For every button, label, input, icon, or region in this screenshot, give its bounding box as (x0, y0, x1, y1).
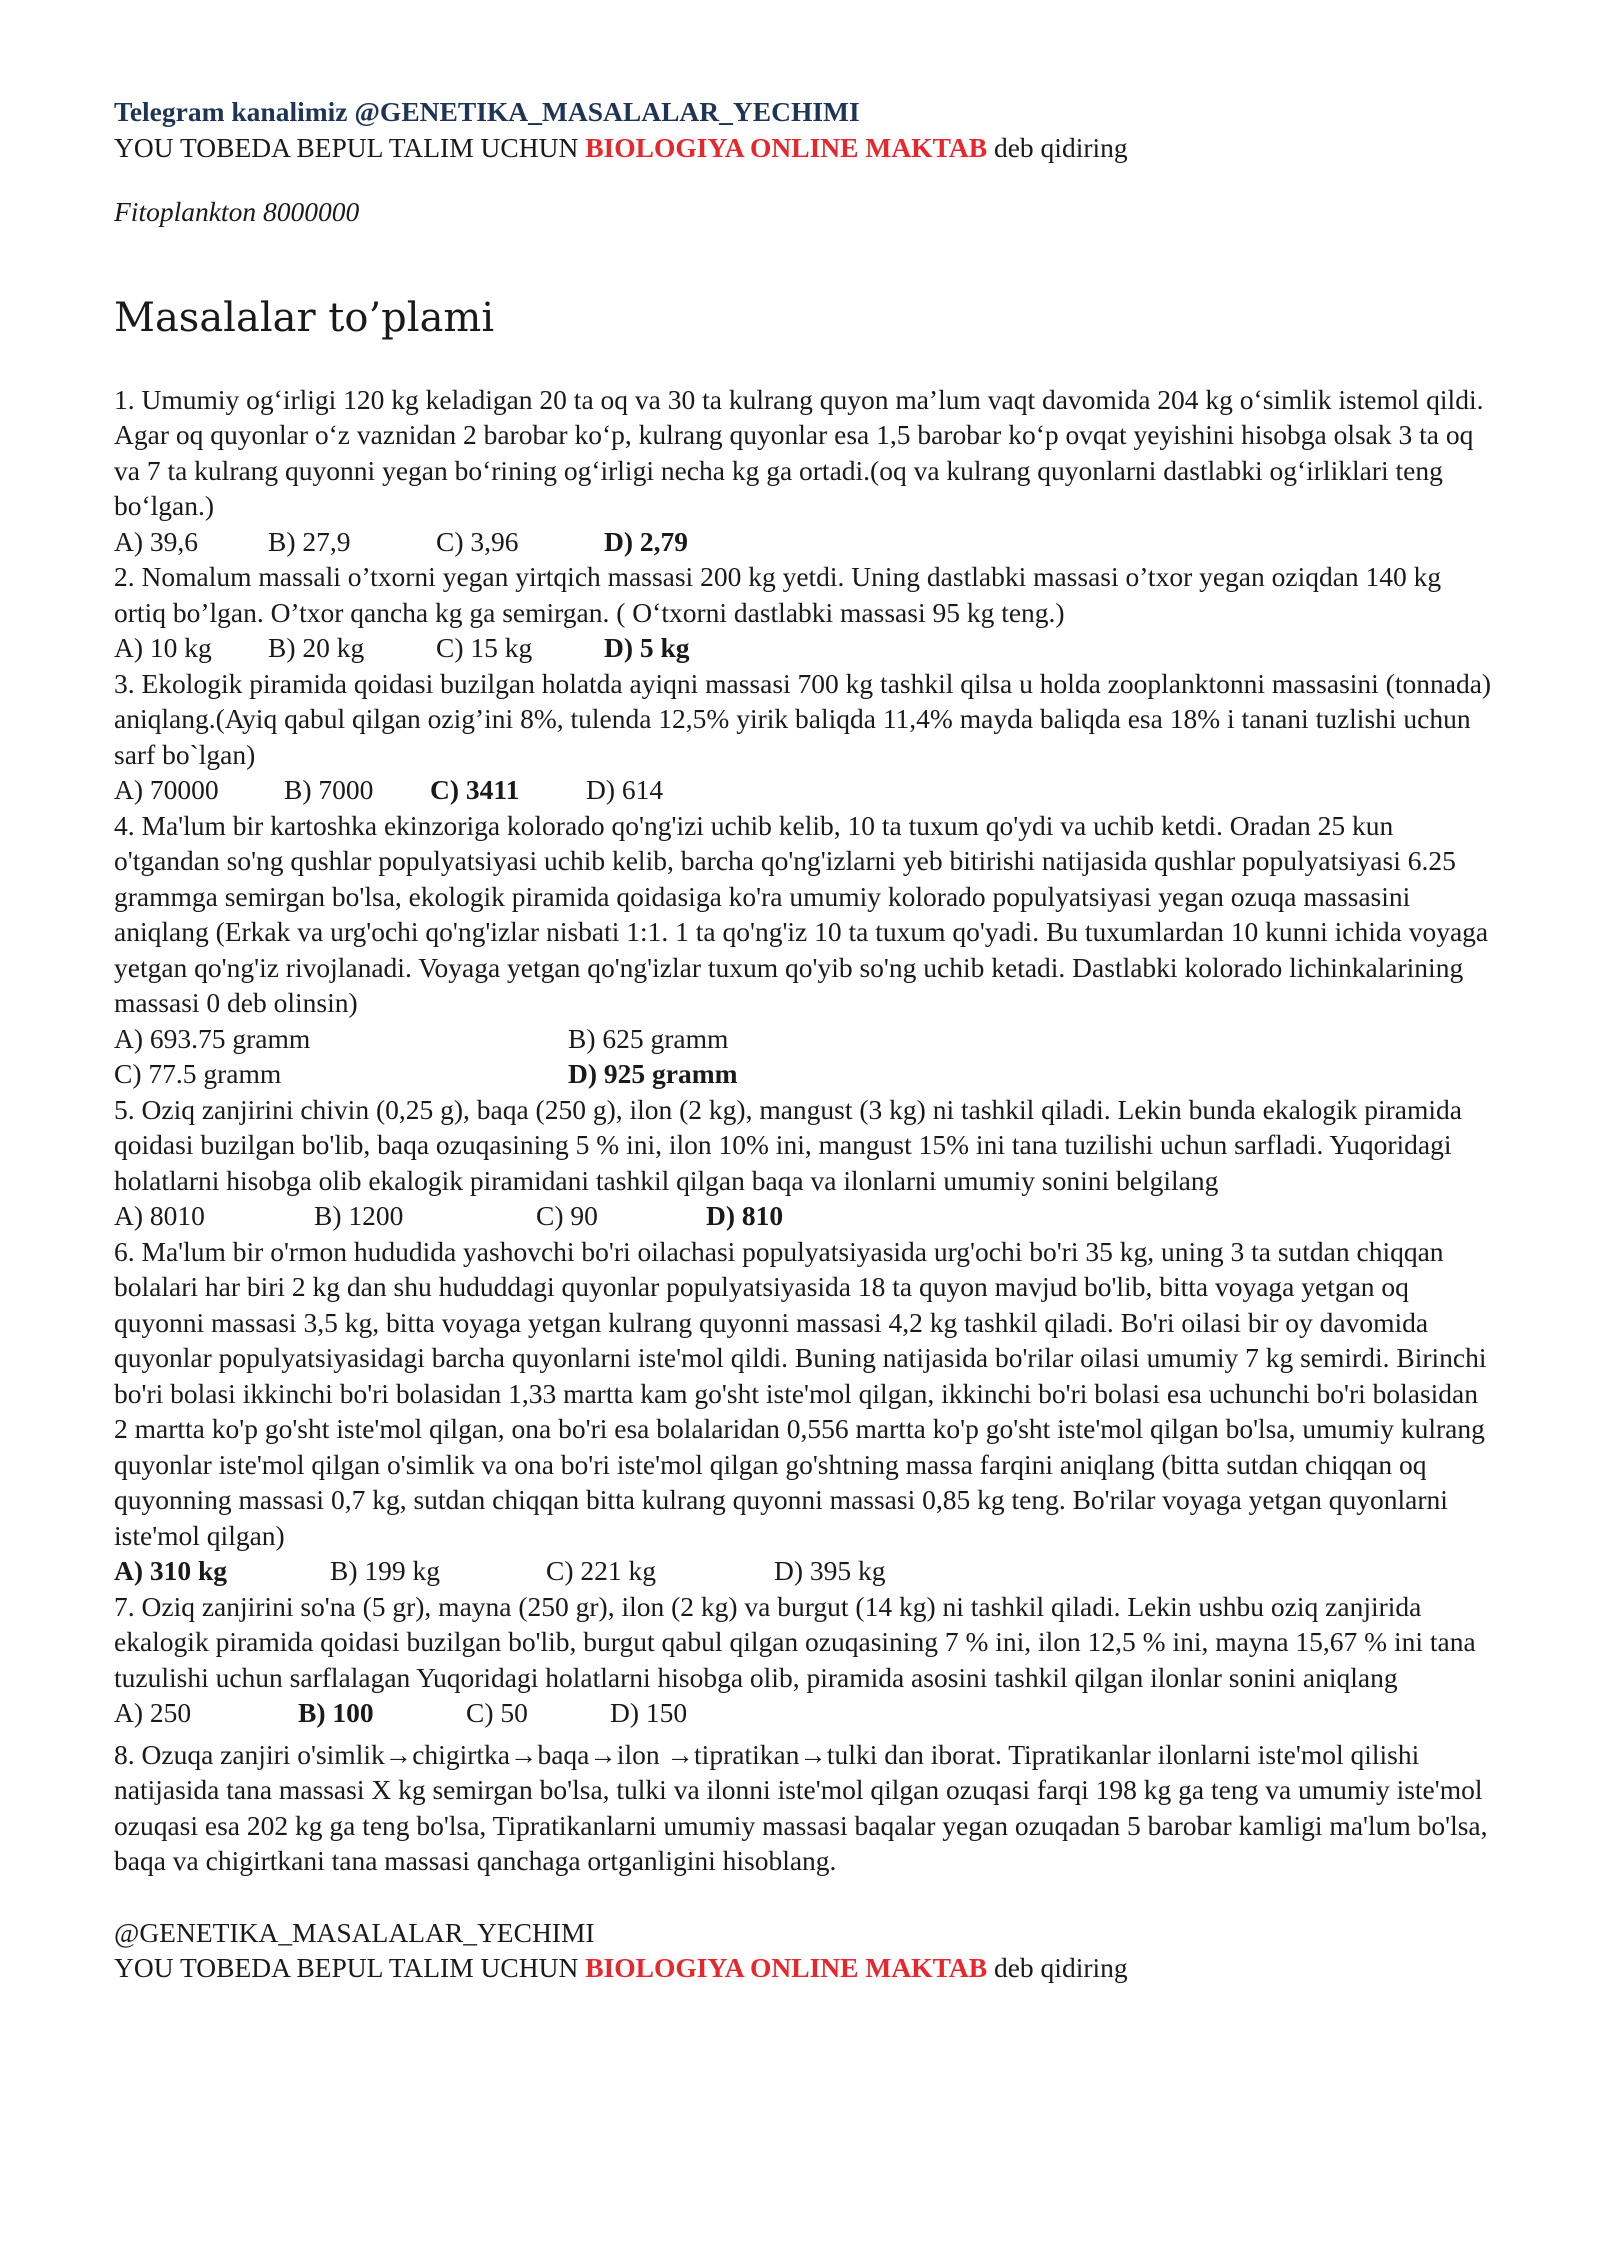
footer-promo-post: deb qidiring (987, 1952, 1128, 1983)
option: D) 150 (610, 1697, 688, 1728)
option: A) 693.75 gramm (114, 1022, 311, 1054)
option-answer: B) 100 (298, 1697, 374, 1728)
option: C) 3,96 (436, 525, 519, 557)
option: C) 77.5 gramm (114, 1058, 282, 1089)
option: D) 614 (586, 774, 664, 805)
option-answer: A) 310 kg (114, 1555, 228, 1586)
option-answer: D) 925 gramm (568, 1058, 738, 1089)
question-1-text: 1. Umumiy og‘irligi 120 kg keladigan 20 ta oq va 30 ta kulrang quyon ma’lum vaqt davomida 204 kg o‘simlik istemol qildi. Agar oq quyonlar o‘z vaznidan 2 barobar ko‘p, kulrang quyonlar esa 1,5 barobar ko‘p ovqat yeyishini hisobga olsak 3 ta oq va 7 ta kulrang quyonni yegan bo‘rining og‘irligi necha kg ga ortadi.(oq va kulrang quyonlarni dastlabki og‘irliklari teng bo‘lgan.) (114, 383, 1484, 521)
question-5-text: 5. Oziq zanjirini chivin (0,25 g), baqa (250 g), ilon (2 kg), mangust (3 kg) ni tashkil qiladi. Lekin bunda ekalogik piramida qoidasi buzilgan bo'lib, baqa ozuqasining 5 % ini, ilon 10% ini, mangust 15% ini tana tuzilishi uchun sarfladi. Yuqoridagi holatlarni hisobga olib ekalogik piramidani tashkil qilgan baqa va ilonlarni umumiy sonini belgilang (114, 1093, 1462, 1196)
youtube-promo-line (114, 130, 1494, 166)
question-2-text: 2. Nomalum massali o’txorni yegan yirtqich massasi 200 kg yetdi. Uning dastlabki massasi o’txor yegan oziqdan 140 kg ortiq bo’lgan. O’txor qancha kg ga semirgan. ( O‘txorni dastlabki massasi 95 kg teng.) (114, 561, 1442, 628)
question-7-text: 7. Oziq zanjirini so'na (5 gr), mayna (250 gr), ilon (2 kg) va burgut (14 kg) ni tashkil qiladi. Lekin ushbu oziq zanjirida ekalogik piramida qoidasi buzilgan bo'lib, burgut qabul qilgan ozuqasining 7 % ini, ilon 12,5 % ini, mayna 15,67 % ini tana tuzulishi uchun sarflalagan Yuqoridagi holatlarni hisobga olib, piramida asosini tashkil qilgan ilonlar sonini aniqlang (114, 1590, 1476, 1693)
footer-promo-pre: YOU TOBEDA BEPUL TALIM UCHUN (114, 1952, 586, 1983)
option-answer: D) 810 (706, 1200, 784, 1231)
option: A) 70000 (114, 774, 219, 805)
subtitle: Fitoplankton 8000000 (114, 196, 360, 227)
question-2-options (114, 630, 1494, 666)
question-7-options (114, 1695, 1494, 1731)
option: B) 20 kg (268, 632, 365, 663)
question-6-text: 6. Ma'lum bir o'rmon hududida yashovchi bo'ri oilachasi populyatsiyasida urg'ochi bo'ri 35 kg, uning 3 ta sutdan chiqqan bolalari har biri 2 kg dan shu hududdagi quyonlar populyatsiyasida 18 ta quyon mavjud bo'lib, bitta voyaga yetgan oq quyonni massasi 3,5 kg, bitta voyaga yetgan kulrang quyonni massasi 4,2 kg tashkil qiladi. Bo'ri oilasi bir oy davomida quyonlar populyatsiyasidagi barcha quyonlarni iste'mol qildi. Buning natijasida bo'rilar oilasi umumiy 7 kg semirdi. Birinchi bo'ri bolasi ikkinchi bo'ri bolasidan 1,33 martta kam go'sht iste'mol qilgan, ikkinchi bo'ri bolasi esa uchunchi bo'ri bolasidan 2 martta ko'p go'sht iste'mol qilgan, ona bo'ri esa bolalaridan 0,556 martta ko'p go'sht iste'mol qilgan bo'lsa, umumiy kulrang quyonlar iste'mol qilgan o'simlik va ona bo'ri iste'mol qilgan go'shtning massa farqini aniqlang (bitta sutdan chiqqan oq quyonning massasi 0,7 kg, sutdan chiqqan bitta kulrang quyonni massasi 0,85 kg teng. Bo'rilar voyaga yetgan quyonlarni iste'mol qilgan) (114, 1235, 1487, 1551)
option: D) 395 kg (774, 1555, 886, 1586)
option: A) 10 kg (114, 632, 212, 663)
youtube-promo-pre: YOU TOBEDA BEPUL TALIM UCHUN (114, 131, 586, 163)
question-4-text: 4. Ma'lum bir kartoshka ekinzoriga kolorado qo'ng'izi uchib kelib, 10 ta tuxum qo'ydi va uchib ketdi. Oradan 25 kun o'tgandan so'ng qushlar populyatsiyasi uchib kelib, barcha qo'ng'izlarni yeb bitirishi natijasida qushlar populyatsiyasi 6.25 grammga semirgan bo'lsa, ekologik piramida qoidasiga ko'ra umumiy kolorado populyatsiyasi yegan ozuqa massasini aniqlang (Erkak va urg'ochi qo'ng'izlar nisbati 1:1. 1 ta qo'ng'iz 10 ta tuxum qo'yadi. Bu tuxumlardan 10 kunni ichida voyaga yetgan qo'ng'iz rivojlanadi. Voyaga yetgan qo'ng'izlar tuxum qo'yib so'ng uchib ketadi. Dastlabki kolorado lichinkalarining massasi 0 deb olinsin) (114, 809, 1489, 1018)
footer-promo-line (114, 1950, 1494, 1986)
option: C) 15 kg (436, 632, 533, 663)
option: C) 221 kg (546, 1555, 656, 1586)
youtube-promo-post: deb qidiring (987, 131, 1128, 163)
option: B) 199 kg (330, 1555, 440, 1586)
option: A) 250 (114, 1697, 192, 1728)
question-6-options (114, 1553, 1494, 1589)
youtube-promo-brand: BIOLOGIYA ONLINE MAKTAB (585, 131, 988, 163)
option-answer: C) 3411 (430, 774, 520, 805)
footer-promo-brand: BIOLOGIYA ONLINE MAKTAB (585, 1952, 988, 1983)
option: B) 7000 (284, 774, 374, 805)
question-4-options-row-1 (114, 1021, 1494, 1057)
document-page (114, 94, 1494, 1986)
footer-handle: @GENETIKA_MASALALAR_YECHIMI (114, 1916, 595, 1948)
question-8-text: 8. Ozuqa zanjiri o'simlik→chigirtka→baqa→ilon →tipratikan→tulki dan iborat. Tipratikanlar ilonlarni iste'mol qilishi natijasida tana massasi X kg semirgan bo'lsa, tulki va ilonni iste'mol qilgan ozuqasi farqi 198 kg ga teng va umumiy iste'mol ozuqasi esa 202 kg ga teng bo'lsa, Tipratikanlarni umumiy massasi baqalar yegan ozuqadan 5 barobar kamligi ma'lum bo'lsa, baqa va chigirtkani tana massasi qanchaga ortganligini hisoblang. (114, 1738, 1488, 1876)
option: B) 625 gramm (568, 1022, 729, 1054)
page-title: Masalalar to’plami (114, 294, 495, 341)
question-3-options (114, 772, 1494, 808)
option: C) 90 (536, 1200, 598, 1231)
option: B) 27,9 (268, 525, 351, 557)
option-answer: D) 2,79 (604, 525, 689, 557)
question-3-text: 3. Ekologik piramida qoidasi buzilgan holatda ayiqni massasi 700 kg tashkil qilsa u holda zooplanktonni massasini (tonnada) aniqlang.(Ayiq qabul qilgan ozig’ini 8%, tulenda 12,5% yirik baliqda 11,4% mayda baliqda esa 18% i tanani tuzlishi uchun sarf bo`lgan) (114, 667, 1492, 770)
option: C) 50 (466, 1697, 528, 1728)
question-1-options (114, 524, 1494, 560)
option: A) 8010 (114, 1200, 205, 1231)
option: B) 1200 (314, 1200, 404, 1231)
option-answer: D) 5 kg (604, 632, 690, 663)
option: A) 39,6 (114, 525, 199, 557)
telegram-channel-line: Telegram kanalimiz @GENETIKA_MASALALAR_YECHIMI (114, 96, 860, 127)
question-5-options (114, 1198, 1494, 1234)
question-4-options-row-2 (114, 1056, 1494, 1092)
